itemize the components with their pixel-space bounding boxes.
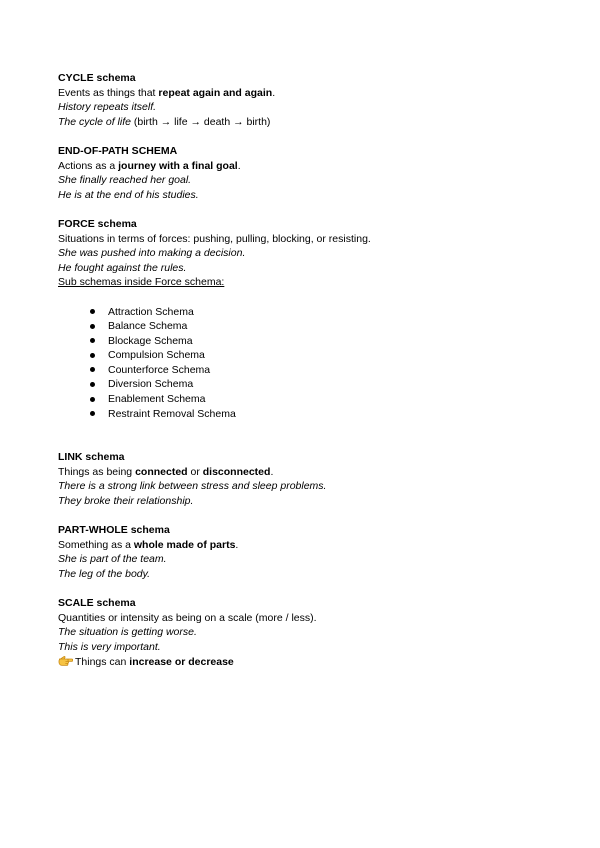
list-item: Enablement Schema (89, 392, 558, 407)
spacer (58, 421, 558, 450)
list-item: Counterforce Schema (89, 363, 558, 378)
link-schema-section (58, 450, 558, 508)
scale-description: Quantities or intensity as being on a scale (more / less). (58, 611, 317, 624)
scale-schema-section (58, 596, 558, 669)
part-whole-description (58, 538, 558, 553)
scale-note-text: Things can (75, 655, 130, 668)
force-subschemas-list (58, 305, 558, 422)
link-desc-text: Things as being (58, 465, 136, 478)
force-schema-section (58, 217, 558, 421)
end-of-path-example-2: He is at the end of his studies. (58, 188, 199, 201)
link-example-2: They broke their relationship. (58, 495, 194, 508)
part-whole-example-2: The leg of the body. (58, 568, 151, 580)
link-example-1: There is a strong link between stress and sleep problems. (58, 480, 327, 493)
end-of-path-schema-section (58, 144, 558, 202)
link-heading: LINK schema (58, 451, 125, 464)
part-whole-example-1: She is part of the team. (58, 553, 167, 566)
cycle-desc-text: Events as things that (58, 86, 159, 99)
end-of-path-desc-bold: journey with a final goal (118, 159, 238, 172)
end-of-path-description (58, 159, 558, 174)
scale-note-bold: increase or decrease (129, 655, 234, 668)
list-item: Balance Schema (89, 319, 558, 334)
scale-note (58, 655, 558, 670)
scale-example-1: The situation is getting worse. (58, 626, 197, 639)
force-description: Situations in terms of forces: pushing, pulling, blocking, or resisting. (58, 232, 371, 245)
cycle-desc-end: . (272, 86, 276, 99)
end-of-path-heading: END-OF-PATH SCHEMA (58, 144, 178, 157)
link-desc-bold-1: connected (135, 465, 188, 478)
link-desc-bold-2: disconnected (202, 465, 271, 478)
cycle-example-2-rest: (birth → life → death → birth) (130, 115, 271, 128)
part-whole-desc-end: . (235, 538, 239, 551)
link-desc-mid: or (187, 465, 203, 478)
list-item: Compulsion Schema (89, 348, 558, 363)
part-whole-desc-text: Something as a (58, 538, 134, 551)
cycle-schema-heading: CYCLE schema (58, 72, 136, 84)
pointing-hand-icon (58, 655, 73, 666)
part-whole-schema-section (58, 523, 558, 581)
link-desc-end: . (270, 465, 274, 478)
part-whole-heading: PART-WHOLE schema (58, 524, 170, 537)
list-item: Diversion Schema (89, 377, 558, 392)
cycle-schema-description (58, 86, 558, 101)
list-item: Blockage Schema (89, 334, 558, 349)
force-heading: FORCE schema (58, 217, 137, 230)
scale-example-2: This is very important. (58, 640, 161, 653)
link-description (58, 465, 558, 480)
force-example-1: She was pushed into making a decision. (58, 247, 246, 260)
end-of-path-desc-text: Actions as a (58, 159, 119, 172)
force-subschemas-title: Sub schemas inside Force schema: (58, 276, 225, 289)
list-item: Attraction Schema (89, 305, 558, 320)
cycle-schema-section (58, 71, 558, 129)
cycle-example-2 (58, 115, 558, 130)
scale-heading: SCALE schema (58, 597, 136, 610)
cycle-example-2-italic: The cycle of life (58, 115, 131, 128)
end-of-path-desc-end: . (237, 159, 241, 172)
list-item: Restraint Removal Schema (89, 407, 558, 422)
part-whole-desc-bold: whole made of parts (133, 538, 236, 551)
force-example-2: He fought against the rules. (58, 261, 187, 274)
cycle-desc-bold: repeat again and again (158, 86, 273, 99)
document-content (58, 71, 558, 684)
cycle-example-1: History repeats itself. (58, 101, 157, 114)
end-of-path-example-1: She finally reached her goal. (58, 174, 192, 187)
